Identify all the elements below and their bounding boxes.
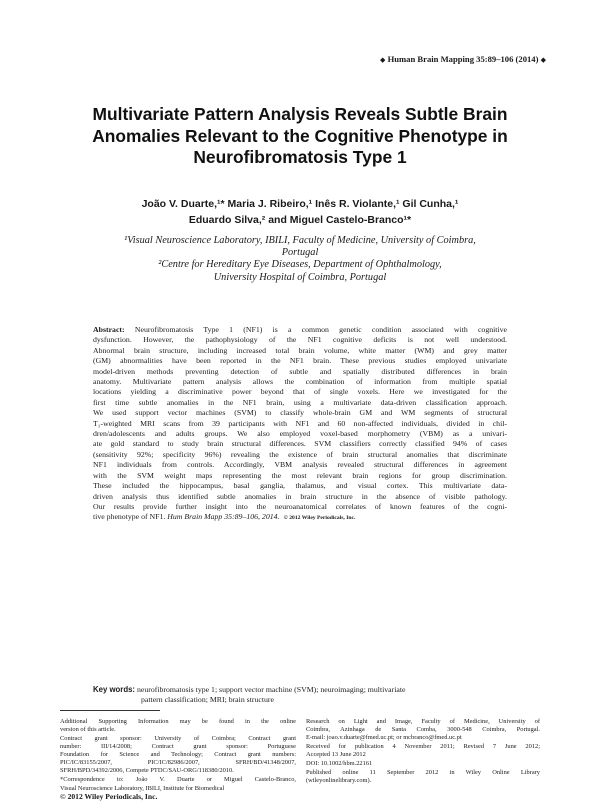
author-line: Eduardo Silva,² and Miguel Castelo-Branco¹* — [188, 214, 412, 226]
abstract-line — [93, 377, 507, 387]
article-title — [60, 104, 540, 169]
footnote-line: PIC/IC/83155/2007, PIC/IC/82986/2007, SFRH/BD/41348/2007, — [60, 759, 296, 767]
abstract-copyright: © 2012 Wiley Periodicals, Inc. — [279, 515, 356, 522]
abstract-line — [93, 512, 507, 522]
author-line: João V. Duarte,¹* Maria J. Ribeiro,¹ Inês R. Violante,¹ Gil Cunha,¹ — [141, 198, 459, 210]
abstract-line — [93, 356, 507, 366]
copyright-notice: © 2012 Wiley Periodicals, Inc. — [60, 792, 158, 801]
affiliation-line: Portugal — [281, 247, 319, 259]
abstract-text: locations yielding a discriminative power beyond that of single voxels. Here we investigated for the — [93, 387, 507, 397]
footnote-line: E-mail: joao.v.duarte@fmed.uc.pt; or mcbranco@fmed.uc.pt — [306, 734, 462, 742]
abstract-text: NF1 individuals from controls. Accordingly, VBM analysis revealed structural differences in agreement — [93, 460, 507, 470]
abstract-line — [93, 450, 507, 460]
abstract-text: Neurofibromatosis Type 1 (NF1) is a common genetic condition associated with cognitive — [134, 325, 507, 334]
abstract-line — [93, 325, 507, 335]
footnote-line: number: III/14/2008; Contract grant sponsor: Portuguese — [60, 743, 296, 751]
footnote-line: Published online 11 September 2012 in Wiley Online Library — [306, 769, 540, 777]
abstract-text: T₁-weighted MRI scans from 39 participants with NF1 and 60 non-affected individuals, divided in chil- — [93, 418, 507, 428]
abstract-text: (GM) abnormalities have been reported in the NF1 brain. These previous studies employed univariate — [93, 356, 507, 366]
abstract-line — [93, 367, 507, 377]
bullet-icon: ◆ — [380, 56, 386, 64]
abstract-label: Abstract: — [93, 325, 125, 334]
affiliation-line: ¹Visual Neuroscience Laboratory, IBILI, Faculty of Medicine, University of Coimbra, — [124, 235, 476, 246]
footnote-divider — [60, 710, 160, 711]
footnote-line: Research on Light and Image, Faculty of Medicine, University of — [306, 718, 540, 725]
abstract-line — [93, 460, 507, 470]
abstract-citation: Hum Brain Mapp 35:89–106, 2014. — [167, 512, 280, 522]
affiliations — [60, 235, 540, 284]
keywords-text: neurofibromatosis type 1; support vector machine (SVM); neuroimaging; multivariate — [136, 685, 406, 694]
abstract-line — [93, 419, 507, 429]
footnote-line: (wileyonlinelibrary.com). — [306, 777, 372, 785]
abstract-line — [93, 429, 507, 439]
abstract-text: We used support vector machines (SVM) to classify whole-brain GM and WM segments of structural — [93, 408, 507, 418]
keywords — [93, 685, 507, 706]
abstract-line — [93, 408, 507, 418]
keywords-label: Key words: — [93, 685, 136, 694]
footnote-line: Coimbra, Azinhaga de Santa Comba, 3000-548 Coimbra, Portugal. — [306, 726, 540, 734]
keywords-line — [93, 685, 507, 695]
abstract-line — [93, 471, 507, 481]
abstract-text: dysfunction. However, the pathophysiology of the NF1 cognitive deficits is not well understood. — [93, 335, 507, 345]
abstract-line — [93, 346, 507, 356]
footnotes-right — [306, 718, 540, 785]
abstract-text: driven analysis thus identified subtle anomalies in brain structure in the absence of visible pathology. — [93, 491, 507, 501]
abstract-line — [93, 492, 507, 502]
footnote-line: Accepted 13 June 2012 — [306, 751, 366, 759]
title-line: Anomalies Relevant to the Cognitive Phenotype in — [92, 125, 508, 146]
footnote-line: Visual Neuroscience Laboratory, IBILI, Institute for Biomedical — [60, 784, 225, 792]
affiliation-line: University Hospital of Coimbra, Portugal — [213, 271, 387, 283]
abstract-line — [93, 502, 507, 512]
abstract-line — [93, 398, 507, 408]
footnote-line: Additional Supporting Information may be found in the online — [60, 718, 296, 725]
title-line: Multivariate Pattern Analysis Reveals Subtle Brain — [92, 104, 508, 124]
abstract-line — [93, 387, 507, 397]
abstract-text: model-driven methods preventing detection of subtle and spatially distributed differences in brain — [93, 366, 507, 376]
abstract — [93, 325, 507, 523]
abstract-line — [93, 481, 507, 491]
abstract-text: (sensitivity 92%; specificity 96%) revealing the existence of brain structural anomalies that discriminate — [93, 449, 507, 459]
keywords-line: pattern classification; MRI; brain structure — [141, 695, 274, 705]
abstract-text: Our results provide further insight into the neuroanatomical correlates of known features of the cogni- — [93, 501, 507, 511]
footnote-line: SFRH/BPD/34392/2006, Compete PTDC/SAU-ORG/118380/2010. — [60, 767, 234, 775]
abstract-text: These included the hippocampus, basal ganglia, thalamus, and visual cortex. This multivariate data- — [93, 481, 507, 491]
footnotes-left — [60, 718, 296, 793]
title-line: Neurofibromatosis Type 1 — [193, 147, 407, 167]
bullet-icon: ◆ — [540, 56, 546, 64]
footnote-line: version of this article. — [60, 726, 116, 734]
footnote-line: DOI: 10.1002/hbm.22161 — [306, 760, 373, 768]
abstract-text: ate gold standard to study brain structural differences. SVM classifiers correctly classified 94% of cases — [93, 439, 507, 449]
footnote-line: *Correspondence to: João V. Duarte or Miguel Castelo-Branco, — [60, 776, 296, 784]
abstract-text: with the SVM weight maps representing the most relevant brain regions for group discrimination. — [93, 470, 507, 480]
abstract-text: anatomy. Multivariate pattern analysis allows the combination of information from multiple spatial — [93, 377, 507, 387]
author-list — [60, 196, 540, 228]
abstract-text: Abnormal brain structure, including increased total brain volume, white matter (WM) and grey matter — [93, 345, 507, 355]
footnote-line: Foundation for Science and Technology; Contract grant numbers: — [60, 751, 296, 759]
journal-citation: Human Brain Mapping 35:89–106 (2014) — [387, 54, 539, 64]
abstract-text: first time subtle anomalies in the NF1 brain, using a multivariate data-driven classification approach. — [93, 397, 507, 407]
abstract-line — [93, 335, 507, 345]
footnote-line: Contract grant sponsor: University of Coimbra; Contract grant — [60, 735, 296, 743]
running-head — [380, 54, 546, 64]
footnote-line: Received for publication 4 November 2011; Revised 7 June 2012; — [306, 743, 540, 751]
abstract-line — [93, 439, 507, 449]
affiliation-line: ²Centre for Hereditary Eye Diseases, Department of Ophthalmology, — [158, 259, 442, 271]
abstract-text: tive phenotype of NF1. — [93, 512, 168, 522]
abstract-text: dren/adolescents and adults groups. We also employed voxel-based morphometry (VBM) as a univari- — [93, 429, 507, 439]
